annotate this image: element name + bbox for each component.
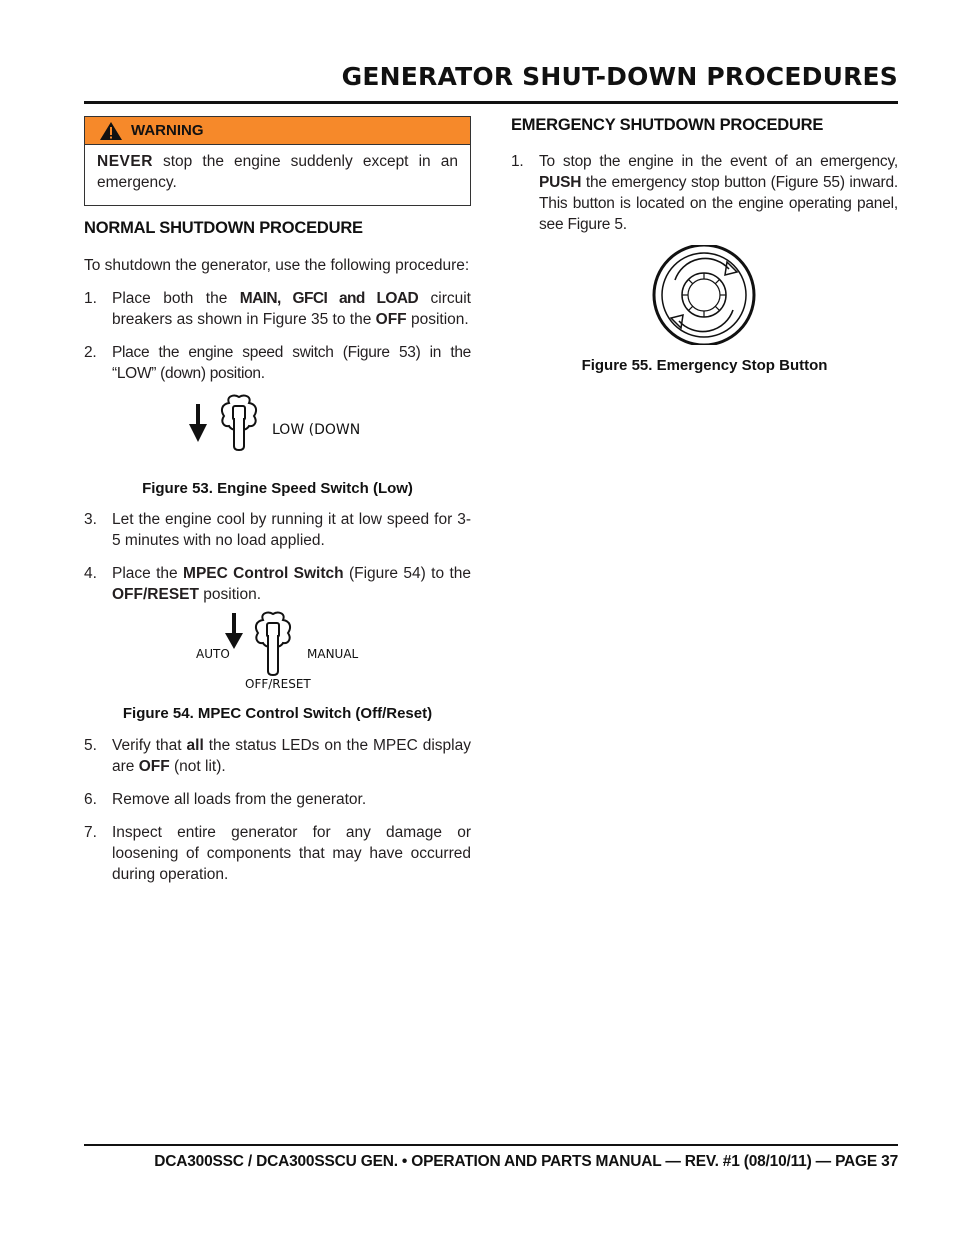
- step-number: 6.: [84, 791, 97, 808]
- footer: DCA300SSC / DCA300SSCU GEN. • OPERATION AND PARTS MANUAL — REV. #1 (08/10/11) — PAGE 37: [154, 1153, 898, 1170]
- warning-label: WARNING: [131, 122, 204, 139]
- figure-53-caption: Figure 53. Engine Speed Switch (Low): [142, 480, 413, 497]
- step-text: Remove all loads from the generator.: [112, 791, 367, 808]
- warning-text: [85, 145, 470, 203]
- emergency-shutdown-heading: EMERGENCY SHUTDOWN PROCEDURE: [511, 116, 824, 134]
- figure-54-auto-label: AUTO: [196, 647, 230, 661]
- step-text: the emergency stop button (Figure 55) inward. This button is located on the engine operating panel, see Figure 5.: [539, 174, 898, 233]
- warning-never: NEVER: [97, 153, 153, 170]
- step-number: 7.: [84, 824, 97, 841]
- normal-shutdown-heading: NORMAL SHUTDOWN PROCEDURE: [84, 219, 363, 237]
- left-column: [84, 116, 471, 885]
- step-bold: MAIN, GFCI and LOAD: [239, 290, 419, 307]
- step-text: To stop the engine in the event of an emergency,: [539, 153, 898, 170]
- figure-55-caption: Figure 55. Emergency Stop Button: [581, 357, 828, 374]
- title-rule: [84, 101, 898, 104]
- step-text: (not lit).: [169, 758, 226, 775]
- normal-intro: To shutdown the generator, use the following procedure:: [84, 257, 470, 274]
- figure-54-off-label: OFF/RESET: [245, 677, 311, 691]
- step-bold: PUSH: [539, 174, 582, 191]
- step-text: Place the engine speed switch (Figure 53) in the “LOW” (down) position.: [112, 344, 471, 382]
- step-bold: OFF/RESET: [112, 586, 199, 603]
- engine-speed-switch-icon: [184, 394, 284, 464]
- figure-54-caption: Figure 54. MPEC Control Switch (Off/Reset): [122, 705, 433, 722]
- step-bold: OFF: [138, 758, 170, 775]
- normal-step: [84, 735, 471, 777]
- figure-54: [84, 611, 471, 705]
- normal-step: [84, 822, 471, 885]
- step-text: Inspect entire generator for any damage or loosening of components that may have occurred during operation.: [112, 824, 471, 883]
- step-bold: all: [186, 737, 204, 754]
- normal-step: [84, 789, 471, 810]
- figure-53-label: LOW (DOWN: [272, 422, 361, 438]
- page-title: GENERATOR SHUT-DOWN PROCEDURES: [341, 62, 898, 91]
- warning-box: [84, 116, 471, 206]
- step-text: Verify that: [112, 737, 187, 754]
- step-bold: MPEC Control Switch: [183, 565, 344, 582]
- figure-55: [511, 245, 898, 357]
- step-number: 5.: [84, 737, 97, 754]
- step-text: position.: [406, 311, 469, 328]
- emergency-step: [511, 151, 898, 235]
- step-bold: OFF: [375, 311, 407, 328]
- mpec-control-switch-icon: [218, 611, 318, 681]
- step-text: (Figure 54) to the: [343, 565, 471, 582]
- footer-rule: [84, 1144, 898, 1146]
- figure-54-manual-label: MANUAL: [307, 647, 359, 661]
- warning-message: stop the engine suddenly except in an emergency.: [97, 153, 458, 191]
- right-column: [511, 116, 898, 374]
- step-number: 1.: [511, 153, 524, 170]
- normal-step: [84, 288, 471, 330]
- step-number: 1.: [84, 290, 97, 307]
- step-text: Place both the: [112, 290, 240, 307]
- normal-step: [84, 509, 471, 551]
- step-text: the status LEDs on the MPEC display are: [112, 737, 471, 775]
- step-number: 3.: [84, 511, 97, 528]
- normal-step: [84, 342, 471, 384]
- step-text: position.: [198, 586, 262, 603]
- step-text: Let the engine cool by running it at low speed for 3-5 minutes with no load applied.: [112, 511, 471, 549]
- warning-header: [85, 117, 470, 145]
- step-text: Place the: [112, 565, 184, 582]
- figure-53: [84, 394, 471, 480]
- step-number: 2.: [84, 344, 97, 361]
- warning-icon: [99, 121, 123, 141]
- emergency-stop-button-icon: [651, 245, 757, 345]
- step-text: circuit breakers as shown in Figure 35 to the: [112, 290, 471, 328]
- step-number: 4.: [84, 565, 97, 582]
- normal-step: [84, 563, 471, 605]
